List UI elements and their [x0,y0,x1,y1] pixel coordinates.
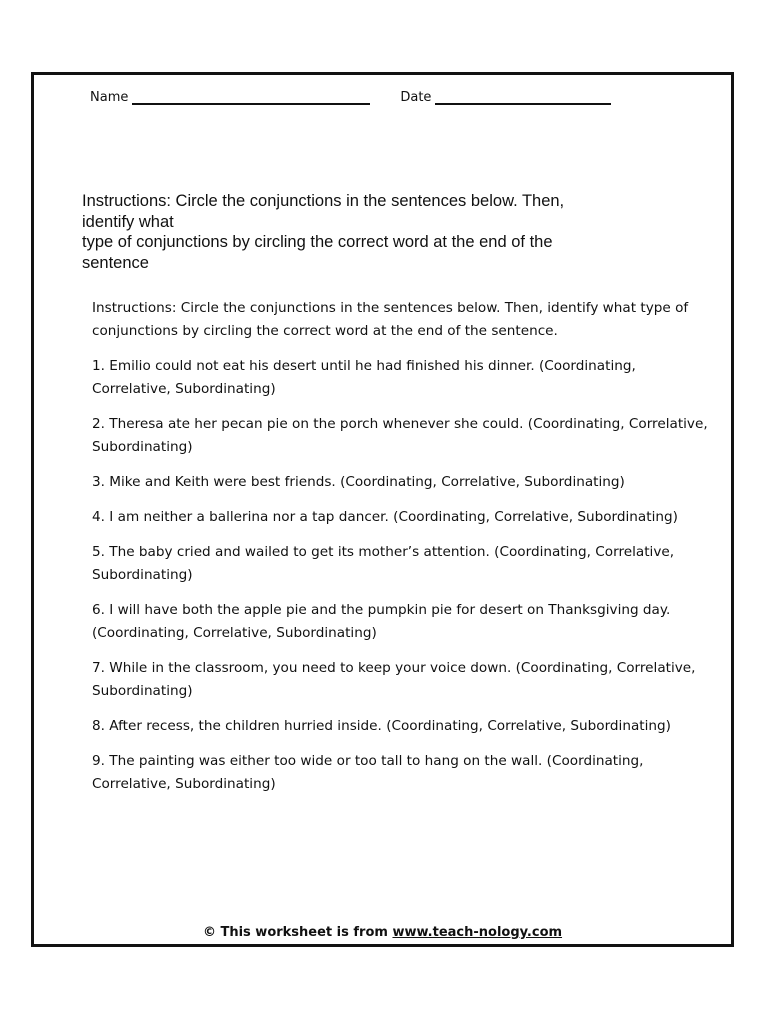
name-blank [132,89,370,105]
question-3: 3. Mike and Keith were best friends. (Coordinating, Correlative, Subordinating) [92,474,625,490]
instructions-paragraph: Instructions: Circle the conjunctions in the sentences below. Then, identify what type of conjunctions by circling the correct word at the end of the sentence. [92,300,689,339]
question-4: 4. I am neither a ballerina nor a tap dancer. (Coordinating, Correlative, Subordinating) [92,509,678,525]
instructions-heading-line: identify what [82,212,174,231]
footer-credit [34,925,731,940]
instructions-heading [82,191,692,273]
instructions-heading-line: Instructions: Circle the conjunctions in the sentences below. Then, [82,192,565,210]
worksheet-frame [31,72,734,947]
question-2: 2. Theresa ate her pecan pie on the porch whenever she could. (Coordinating, Correlative, Subordinating) [92,416,708,455]
date-blank [435,89,611,105]
question-6: 6. I will have both the apple pie and the pumpkin pie for desert on Thanksgiving day. (Coordinating, Correlative, Subordinating) [92,602,671,641]
question-8: 8. After recess, the children hurried inside. (Coordinating, Correlative, Subordinating) [92,718,671,734]
question-1: 1. Emilio could not eat his desert until he had finished his dinner. (Coordinating, Correlative, Subordinating) [92,358,636,397]
name-label: Name [90,90,129,105]
question-9: 9. The painting was either too wide or too tall to hang on the wall. (Coordinating, Correlative, Subordinating) [92,753,644,792]
question-7: 7. While in the classroom, you need to keep your voice down. (Coordinating, Correlative, Subordinating) [92,660,696,699]
worksheet-body [92,297,712,808]
question-5: 5. The baby cried and wailed to get its mother’s attention. (Coordinating, Correlative, Subordinating) [92,544,675,583]
footer-link[interactable]: www.teach-nology.com [392,925,563,940]
name-date-row [90,89,611,105]
instructions-heading-line: type of conjunctions by circling the correct word at the end of the [82,233,553,251]
footer-prefix: © This worksheet is from [202,925,393,940]
date-label: Date [400,90,432,105]
instructions-heading-line: sentence [82,253,149,272]
